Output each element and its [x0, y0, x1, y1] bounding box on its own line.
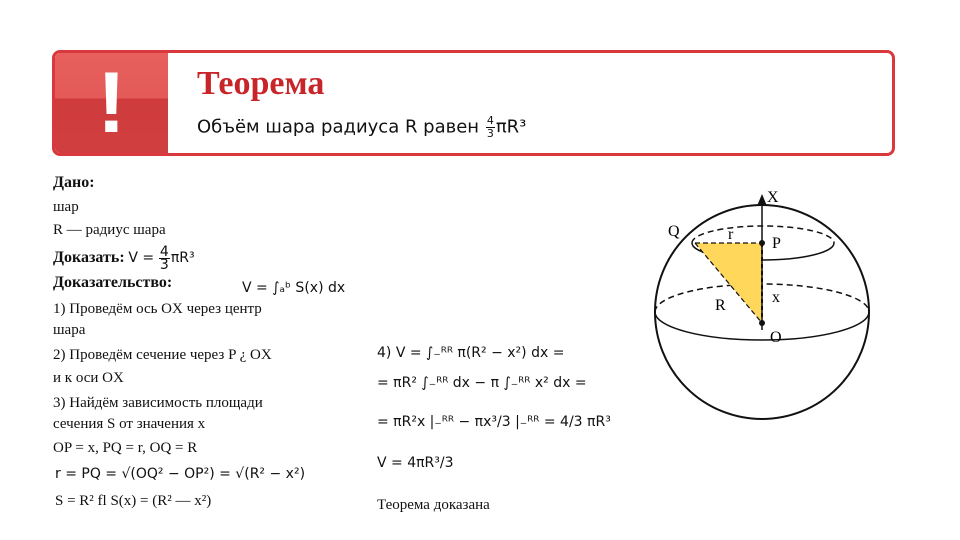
integral-formula: V = ∫ₐᵇ S(x) dx: [242, 280, 346, 296]
s-formula: S = R² fl S(x) = (R² — x²): [55, 493, 212, 509]
fraction-denominator: 3: [486, 127, 494, 140]
r-formula: r = PQ = √(OQ² − OP²) = √(R² − x²): [55, 466, 306, 482]
step1-line-a: 1) Проведём ось OX через центр: [53, 301, 262, 317]
given-radius: R — радиус шара: [53, 222, 166, 238]
prove-fraction: [159, 246, 170, 271]
fraction-numerator: 4: [486, 114, 494, 127]
statement-tail: πR³: [495, 116, 527, 138]
prove-line: [53, 246, 195, 271]
label-r-big: R: [715, 297, 726, 314]
point-o: [759, 320, 765, 326]
step3-line-b: сечения S от значения x: [53, 416, 206, 432]
axis-arrowhead: [757, 194, 767, 206]
exclamation-icon: !: [97, 55, 126, 151]
sphere-diagram: [640, 180, 880, 530]
step4-line-2: = πR² ∫₋ᴿᴿ dx − π ∫₋ᴿᴿ x² dx =: [377, 375, 587, 391]
label-p: P: [772, 235, 781, 252]
theorem-statement: [197, 115, 526, 140]
statement-text: Объём шара радиуса R равен: [197, 116, 480, 138]
label-o: O: [770, 329, 782, 346]
prove-formula-end: πR³: [170, 249, 195, 266]
step2-line-b: и к оси OX: [53, 370, 124, 386]
step3-line-a: 3) Найдём зависимость площади: [53, 395, 263, 411]
conclusion-text: Теорема доказана: [377, 497, 490, 513]
point-p: [759, 240, 765, 246]
label-x-axis: X: [767, 189, 779, 206]
label-r-small: r: [728, 226, 734, 243]
prove-formula-start: V =: [128, 249, 155, 266]
step1-line-b: шара: [53, 322, 86, 338]
banner-icon-panel: [55, 53, 168, 153]
prove-label: Доказать:: [53, 248, 125, 266]
theorem-title: Теорема: [197, 65, 325, 102]
prove-frac-den: 3: [159, 257, 169, 273]
step4-line-3: = πR²x |₋ᴿᴿ − πx³/3 |₋ᴿᴿ = 4/3 πR³: [377, 414, 611, 430]
prove-frac-num: 4: [159, 244, 169, 260]
statement-fraction: [486, 115, 495, 140]
label-x-segment: x: [772, 289, 780, 306]
step4-line-1: 4) V = ∫₋ᴿᴿ π(R² − x²) dx =: [377, 345, 565, 361]
given-ball: шар: [53, 199, 79, 215]
step2-line-a: 2) Проведём сечение через P ¿ OX: [53, 347, 272, 363]
label-q: Q: [668, 223, 680, 240]
given-label: Дано:: [53, 174, 95, 191]
step4-line-4: V = 4πR³/3: [377, 455, 454, 471]
relations-line: OP = x, PQ = r, OQ = R: [53, 440, 198, 456]
proof-label: Доказательство:: [53, 274, 173, 291]
theorem-banner: [52, 50, 895, 156]
